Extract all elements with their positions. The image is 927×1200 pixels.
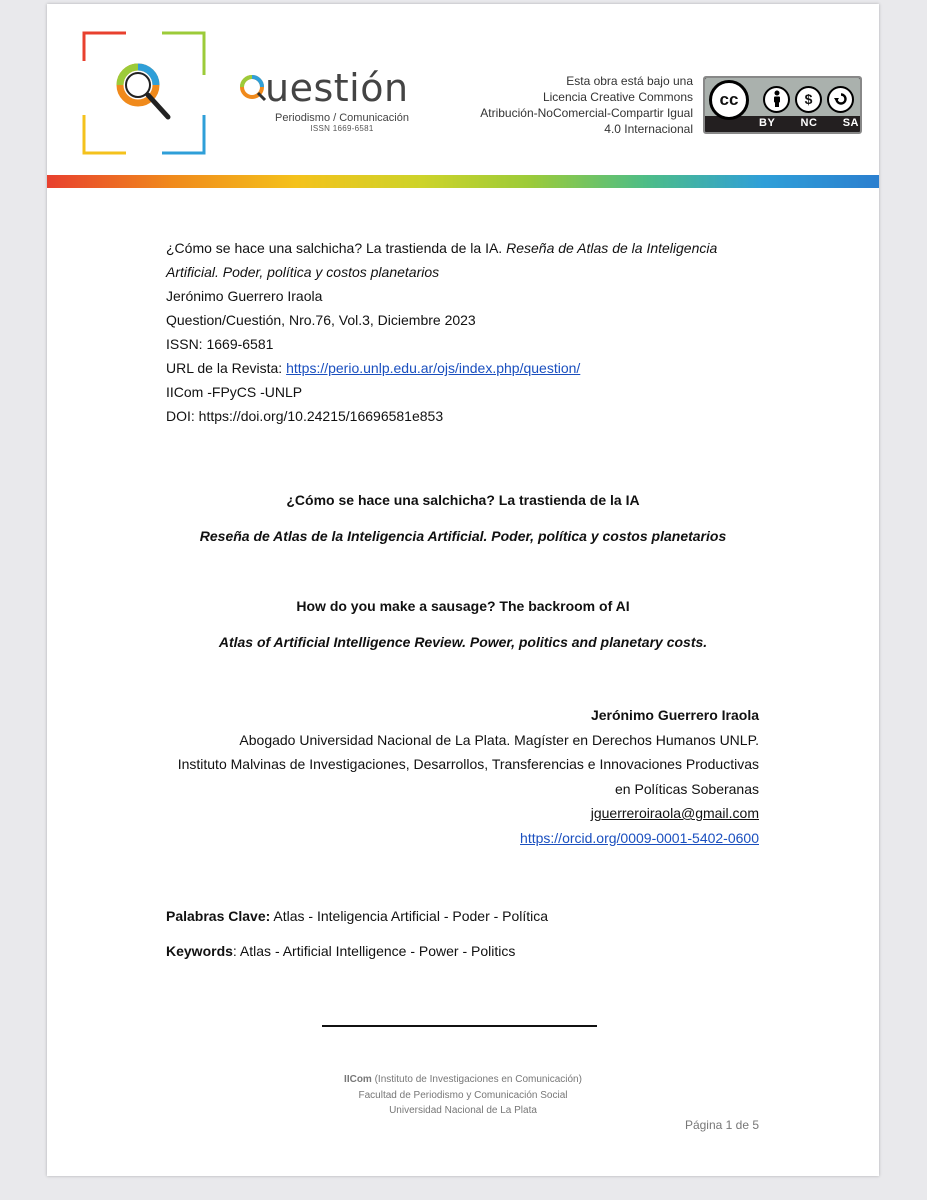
spanish-subtitle: Reseña de Atlas de la Inteligencia Artificial. Poder, política y costos planetarios	[199, 528, 727, 544]
brand-subtitle: Periodismo / Comunicación	[275, 112, 409, 124]
footer-institute-name: (Instituto de Investigaciones en Comunicación)	[371, 1074, 582, 1085]
page-number: Página 1 de 5	[684, 1118, 759, 1132]
license-line: 4.0 Internacional	[604, 122, 693, 136]
cc-badge-labels	[759, 117, 859, 129]
cc-license-badge[interactable]	[703, 76, 862, 134]
nc-dollar-icon: $	[795, 86, 822, 113]
cc-nc-label: NC	[800, 117, 818, 129]
orcid-link[interactable]: https://orcid.org/0009-0001-5402-0600	[520, 829, 759, 846]
question-logo	[82, 31, 206, 155]
affiliation-author: Jerónimo Guerrero Iraola	[590, 707, 759, 723]
brand-block	[239, 68, 439, 133]
english-subtitle: Atlas of Artificial Intelligence Review. Power, politics and planetary costs.	[218, 634, 708, 650]
citation-title-plain: ¿Cómo se hace una salchicha? La trastienda de la IA.	[166, 240, 503, 256]
citation-title	[166, 236, 766, 284]
affiliation-line: Instituto Malvinas de Investigaciones, Desarrollos, Transferencias e Innovaciones Productivas	[177, 756, 759, 772]
citation-title-italic: Reseña de Atlas de la Inteligencia Artificial. Poder, política y costos planetarios	[166, 240, 718, 280]
footer-university: Universidad Nacional de La Plata	[389, 1105, 537, 1116]
citation-issn: ISSN: 1669-6581	[166, 336, 274, 352]
brand-name	[239, 68, 439, 108]
rainbow-divider	[47, 175, 879, 188]
brand-name-text: uestión	[265, 66, 409, 110]
page-footer	[47, 1072, 879, 1119]
footer-faculty: Facultad de Periodismo y Comunicación Social	[358, 1089, 568, 1101]
spanish-title: ¿Cómo se hace una salchicha? La trastienda de la IA	[286, 492, 640, 508]
license-line: Licencia Creative Commons	[542, 90, 693, 104]
document-page	[47, 4, 879, 1176]
keywords-en	[166, 943, 515, 959]
citation-url-line	[166, 356, 766, 380]
keywords-es-label: Palabras Clave:	[166, 908, 271, 924]
footer-institute	[47, 1072, 879, 1088]
keywords-en-value: : Atlas - Artificial Intelligence - Power - Politics	[232, 943, 516, 959]
cc-sa-label: SA	[842, 117, 859, 129]
license-text	[427, 73, 693, 137]
cc-icon: cc	[709, 80, 749, 120]
author-affiliation	[166, 703, 759, 850]
sa-share-icon	[827, 86, 854, 113]
citation-institution: IICom -FPyCS -UNLP	[166, 384, 303, 400]
keywords-es-value: Atlas - Inteligencia Artificial - Poder - Política	[270, 908, 549, 924]
keywords-en-label: Keywords	[166, 943, 233, 959]
journal-url-link[interactable]: https://perio.unlp.edu.ar/ojs/index.php/question/	[286, 360, 581, 376]
cc-by-label: BY	[759, 117, 776, 129]
keywords-es	[166, 908, 548, 924]
affiliation-line: en Políticas Soberanas	[615, 780, 759, 797]
by-person-icon	[763, 86, 790, 113]
affiliation-line: Abogado Universidad Nacional de La Plata. Magíster en Derechos Humanos UNLP.	[239, 731, 759, 748]
footer-rule	[322, 1025, 597, 1027]
english-title: How do you make a sausage? The backroom of AI	[296, 598, 630, 614]
citation-journal: Question/Cuestión, Nro.76, Vol.3, Diciembre 2023	[166, 312, 476, 328]
citation-doi: DOI: https://doi.org/10.24215/16696581e853	[166, 408, 444, 424]
license-line: Esta obra está bajo una	[566, 74, 693, 88]
footer-institute-abbr: IICom	[344, 1074, 372, 1085]
citation-block	[166, 236, 766, 428]
citation-url-label: URL de la Revista:	[166, 360, 283, 376]
citation-author: Jerónimo Guerrero Iraola	[166, 288, 323, 304]
author-email-link[interactable]: jguerreroiraola@gmail.com	[590, 805, 759, 821]
license-line: Atribución-NoComercial-Compartir Igual	[480, 106, 693, 120]
brand-q-icon	[239, 74, 267, 102]
brand-issn: ISSN 1669-6581	[310, 124, 374, 133]
